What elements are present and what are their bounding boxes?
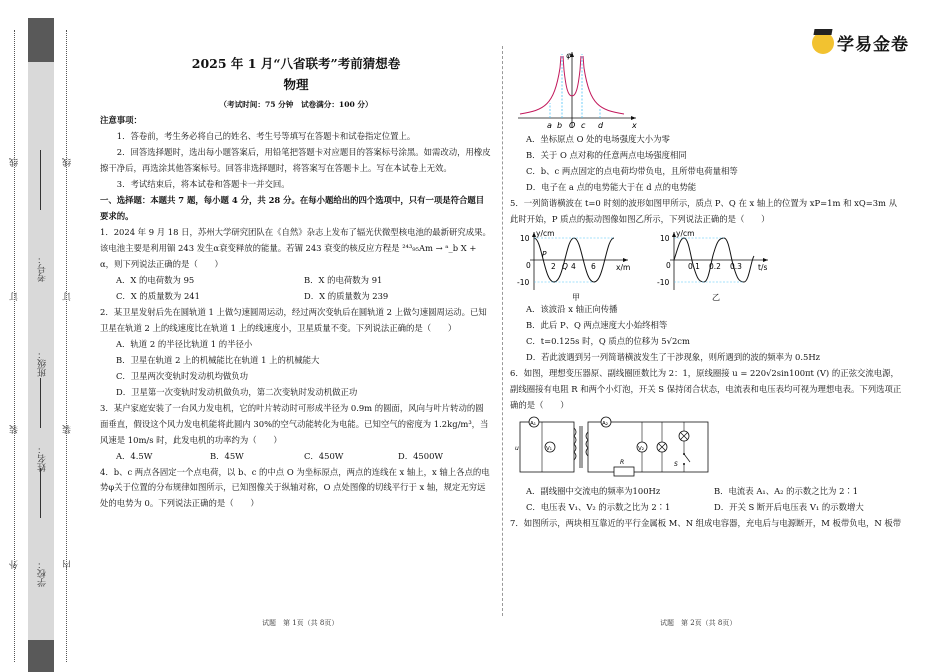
q6-option-a[interactable]: A．副线圈中交流电的频率为100Hz xyxy=(526,485,661,496)
q5a-caption: 甲 xyxy=(572,292,580,302)
notes-heading: 注意事项： xyxy=(100,115,142,126)
exam-subject: 物理 xyxy=(283,77,309,92)
q5a-origin: 0 xyxy=(526,260,531,270)
binding-dark-top xyxy=(28,18,54,62)
exam-meta: （考试时间：75 分钟 试卷满分：100 分） xyxy=(219,99,373,109)
q4-option-a[interactable]: A．坐标原点 O 处的电场强度大小为零 xyxy=(526,134,670,144)
q2-option-d[interactable]: D．卫星第一次变轨时发动机做负功，第二次变轨时发动机做正功 xyxy=(116,386,358,397)
q5-graphs xyxy=(516,228,902,302)
cut-mark-inner-3: 订 xyxy=(63,292,73,301)
q3-option-a[interactable]: A．4.5W xyxy=(116,450,153,461)
q4-option-c[interactable]: C．b、c 两点固定的点电荷均带负电，且所带电荷量相等 xyxy=(526,165,738,176)
class-underline xyxy=(40,378,41,428)
q6-option-c[interactable]: C．电压表 V₁、V₂ 的示数之比为 2∶1 xyxy=(526,501,671,512)
question-1-stem: 1．2024 年 9 月 18 日，苏州大学研究团队在《自然》杂志上发布了辐光伏微型核电池的最新研究成果。该电池主要是利用镅 243 发生α衰变释放的能量。若镅 243 衰变的核反应方程是 ²⁴³₉₅Am → ᵃ_b X + α，则下列说法正确的是（ ） xyxy=(100,226,491,269)
q3-option-b[interactable]: B．45W xyxy=(210,450,244,461)
q6-options-row-1 xyxy=(510,484,902,500)
q5a-xtick-6: 6 xyxy=(591,261,596,271)
q4-option-d[interactable]: D．电子在 a 点的电势能大于在 d 点的电势能 xyxy=(526,181,697,192)
q5b-caption: 乙 xyxy=(712,292,720,302)
note-item-3: 3．考试结束后，将本试卷和答题卡一并交回。 xyxy=(116,179,290,190)
q1-equation: ²⁴³₉₅Am → ᵃ_b X + α xyxy=(100,242,477,269)
q6-label-s: S xyxy=(674,460,678,468)
note-item-2: 2．回答选择题时，选出每小题答案后，用铅笔把答题卡对应题目的答案标号涂黑。如需改动，用橡皮擦干净后，再选涂其他答案标号。回答非选择题时，将答案写在答题卡上。写在本试卷上无效。 xyxy=(100,147,491,174)
q5-vibration-graph xyxy=(656,228,776,302)
class-label: 班级： xyxy=(38,350,48,377)
q1-options-row-1 xyxy=(100,273,492,289)
q6-option-d[interactable]: D．开关 S 断开后电压表 V₁ 的示数增大 xyxy=(714,501,864,512)
q6-option-b[interactable]: B．电流表 A₁、A₂ 的示数之比为 2∶1 xyxy=(714,485,859,496)
binding-strip xyxy=(0,0,82,672)
exam-number-label: 考号： xyxy=(38,255,48,282)
q5-option-d[interactable]: D．若此波遇到另一列简谐横波发生了干涉现象，则所遇到的波的频率为 0.5Hz xyxy=(526,351,821,362)
q4-point-o: O xyxy=(569,121,576,130)
q5b-x-label: t/s xyxy=(758,262,768,272)
question-5-stem: 5．一列简谐横波在 t=0 时刻的波形如图甲所示，质点 P、Q 在 x 轴上的位置为 xP=1m 和 xQ=3m 从此时开始，P 质点的振动图像如图乙所示，下列说法正确的是（ ） xyxy=(510,197,898,224)
column-divider xyxy=(502,46,503,616)
q5a-mark-q: Q xyxy=(562,261,568,271)
q2-option-a[interactable]: A．轨道 2 的半径比轨道 1 的半径小 xyxy=(116,338,253,349)
q5-wave-graph xyxy=(516,228,636,302)
question-7-stem: 7．如图所示，两块相互靠近的平行金属板 M、N 组成电容器，充电后与电源断开，M 板带负电，N 板带 xyxy=(510,517,902,528)
q5b-xtick-03: 0.3 xyxy=(730,261,742,271)
question-6-stem: 6．如图，理想变压器原、副线圈匝数比为 2：1，原线圈接 u = 220√2sin100πt (V) 的正弦交流电源，副线圈接有电阻 R 和两个小灯泡，开关 S 保持闭合状态，电流表和电压表均可视为理想电表。下列选项正确的是（ ） xyxy=(510,367,902,410)
q3-option-c[interactable]: C．450W xyxy=(304,450,344,461)
question-3-stem: 3．某户家庭安装了一台风力发电机，它的叶片转动时可形成半径为 0.9m 的圆面，风向与叶片转动的圆面垂直，假设这个风力发电机能将此圆内 30%的空气动能转化为电能。已知空气的密度为 1.2kg/m³，当风速是 10m/s 时，此发电机的功率约为（ ） xyxy=(100,402,489,445)
q1-option-a[interactable]: A．X 的电荷数为 95 xyxy=(116,274,195,285)
right-column xyxy=(510,48,902,532)
page-footer-left: 试题 第 1页（共 8页） xyxy=(262,619,339,627)
cut-mark-inner-4: 线 xyxy=(63,158,73,167)
q6-label-v1: V₁ xyxy=(546,445,552,452)
q6-label-r: R xyxy=(620,458,625,466)
left-column xyxy=(100,48,492,512)
cut-mark-outer-1: 外 xyxy=(10,560,20,569)
q4-x-label: x xyxy=(632,121,637,130)
q2-option-c[interactable]: C．卫星两次变轨时发动机均做负功 xyxy=(116,370,249,381)
q2-option-b[interactable]: B．卫星在轨道 2 上的机械能比在轨道 1 上的机械能大 xyxy=(116,354,320,365)
cut-mark-outer-3: 订 xyxy=(10,292,20,301)
q4-point-d: d xyxy=(598,121,604,130)
q5b-xtick-01: 0.1 xyxy=(688,261,700,271)
q5a-ytick-bottom: -10 xyxy=(517,277,530,287)
q5a-y-label: y/cm xyxy=(536,228,555,238)
q5a-xtick-2: 2 xyxy=(551,261,556,271)
q5-option-b[interactable]: B．此后 P、Q 两点速度大小始终相等 xyxy=(526,319,668,330)
q5a-xtick-4: 4 xyxy=(571,261,576,271)
q5b-y-label: y/cm xyxy=(676,228,695,238)
q6-label-a1: A₁ xyxy=(530,420,536,427)
q5-option-c[interactable]: C．t=0.125s 时，Q 质点的位移为 5√2cm xyxy=(526,335,690,346)
q5a-mark-p: P xyxy=(542,249,547,259)
q5b-ytick-top: 10 xyxy=(660,233,670,243)
q4-point-c: c xyxy=(581,121,586,130)
binding-dark-bottom xyxy=(28,640,54,672)
q1-option-c[interactable]: C．X 的质量数为 241 xyxy=(116,290,200,301)
q6-label-u: u xyxy=(515,444,519,452)
cut-mark-inner-1: 内 xyxy=(63,560,73,569)
q1-option-d[interactable]: D．X 的质量数为 239 xyxy=(304,290,389,301)
q1-option-b[interactable]: B．X 的电荷数为 91 xyxy=(304,274,383,285)
q3-options-row xyxy=(100,449,492,465)
school-label: 学校： xyxy=(38,560,48,587)
section-1-heading: 一、选择题：本题共 7 题，每小题 4 分，共 28 分。在每小题给出的四个选项中，只有一项是符合题目要求的。 xyxy=(100,195,485,222)
q6-options-row-2 xyxy=(510,500,902,516)
question-4-stem: 4．b、c 两点各固定一个点电荷，以 b、c 的中点 O 为坐标原点，两点的连线在 x 轴上，x 轴上各点的电势φ关于位置的分布规律如图所示，已知图像关于纵轴对称，O 点处图像的切线平行于 x 轴，规定无穷远处的电势为 0。下列说法正确的是（ ） xyxy=(100,466,490,509)
q5a-ytick-top: 10 xyxy=(520,233,530,243)
q4-point-b: b xyxy=(557,121,563,130)
q6-circuit-diagram xyxy=(514,414,714,484)
q6-label-a2: A₂ xyxy=(602,420,608,427)
q3-option-d[interactable]: D．4500W xyxy=(398,450,444,461)
name-underline xyxy=(40,468,41,518)
q4-option-b[interactable]: B．关于 O 点对称的任意两点电场强度相同 xyxy=(526,149,687,160)
page-footer-right: 试题 第 2页（共 8页） xyxy=(660,619,737,627)
q4-point-a: a xyxy=(547,121,552,130)
brand-logo-text: 学易金卷 xyxy=(837,35,909,55)
cut-mark-outer-4: 线 xyxy=(10,158,20,167)
q4-potential-graph xyxy=(514,48,644,132)
note-item-1: 1．答卷前，考生务必将自己的姓名、考生号等填写在答题卡和试卷指定位置上。 xyxy=(116,131,416,142)
q5a-x-label: x/m xyxy=(616,262,631,272)
name-label: 姓名： xyxy=(38,445,48,472)
q5b-xtick-02: 0.2 xyxy=(709,261,721,271)
q4-y-label: φ xyxy=(566,51,572,60)
q5b-ytick-bottom: -10 xyxy=(657,277,670,287)
question-2-stem: 2．某卫星发射后先在圆轨道 1 上做匀速圆周运动，经过两次变轨后在圆轨道 2 上做匀速圆周运动。已知卫星在轨道 2 上的线速度比在轨道 1 上的线速度小，卫星质量不变。下列说法正确的是（ ） xyxy=(100,306,487,333)
cut-mark-inner-2: 装 xyxy=(63,425,73,434)
exam-title: 2025 年 1 月“八省联考”考前猜想卷 xyxy=(191,56,401,71)
q5b-origin: 0 xyxy=(666,260,671,270)
q5-option-a[interactable]: A．该波沿 x 轴正向传播 xyxy=(526,303,618,314)
q1-options-row-2 xyxy=(100,289,492,305)
cut-mark-outer-2: 装 xyxy=(10,425,20,434)
q6-label-v2: V₂ xyxy=(638,445,644,452)
exam-number-underline xyxy=(40,150,41,210)
